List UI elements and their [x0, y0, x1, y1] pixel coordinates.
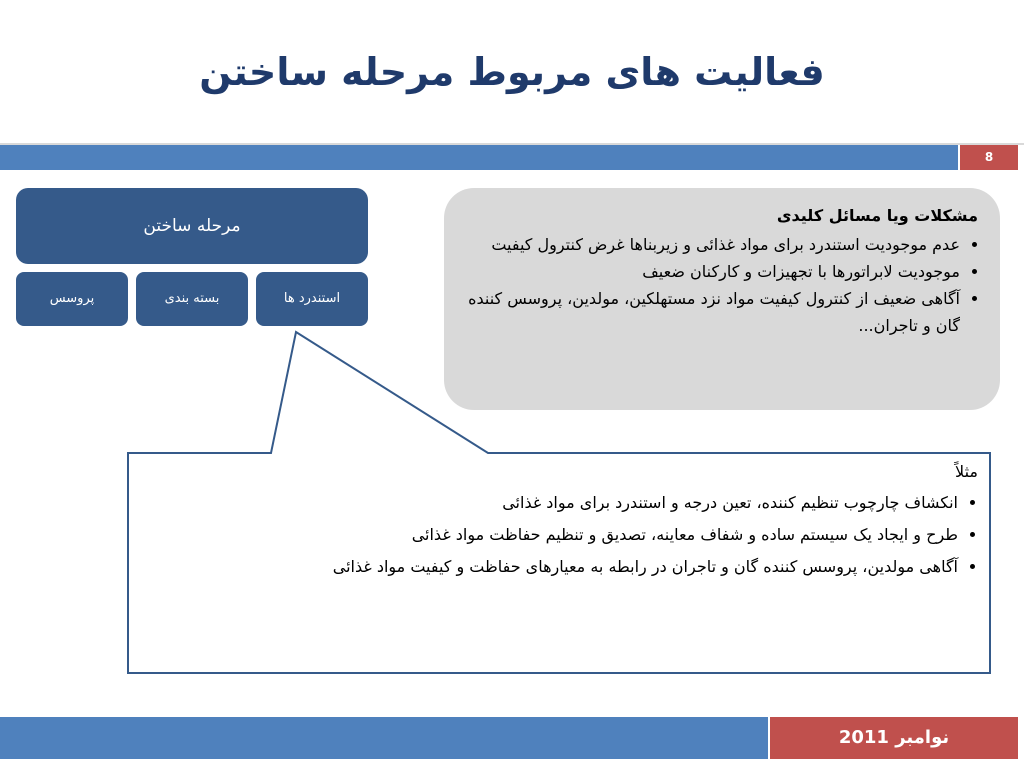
list-item: • طرح و ایجاد یک سیستم ساده و شفاف معاینه، تصدیق و تنظیم حفاظت مواد غذائی	[140, 519, 958, 551]
key-issues-heading: مشکلات ویا مسائل کلیدی	[776, 206, 978, 225]
list-item: • عدم موجودیت استندرد برای مواد غذائی و زیربناها غرض کنترول کیفیت	[462, 231, 960, 258]
list-item: • موجودیت لابراتورها با تجهیزات و کارکنان ضعیف	[462, 258, 960, 285]
list-item: • آگاهی ضعیف از کنترول کیفیت مواد نزد مستهلکین، مولدین، پروسس کننده گان و تاجران...	[462, 285, 960, 339]
example-list	[140, 487, 978, 583]
sub-item-processing: پروسس	[16, 272, 128, 326]
sub-item-packaging: بسته بندی	[136, 272, 248, 326]
example-heading: مثلاً	[955, 462, 978, 481]
slide-title: فعالیت های مربوط مرحله ساختن	[199, 50, 825, 94]
footer-band	[0, 717, 768, 759]
phase-box: مرحله ساختن	[16, 188, 368, 264]
list-item: • انکشاف چارچوب تنظیم کننده، تعین درجه و استندرد برای مواد غذائی	[140, 487, 958, 519]
example-box	[140, 462, 978, 583]
footer-date: نوامبر 2011	[770, 717, 1018, 759]
page-number: 8	[960, 145, 1018, 170]
sub-item-standards: استندرد ها	[256, 272, 368, 326]
list-item: • آگاهی مولدین، پروسس کننده گان و تاجران در رابطه به معیارهای حفاظت و کیفیت مواد غذائی	[140, 551, 958, 583]
